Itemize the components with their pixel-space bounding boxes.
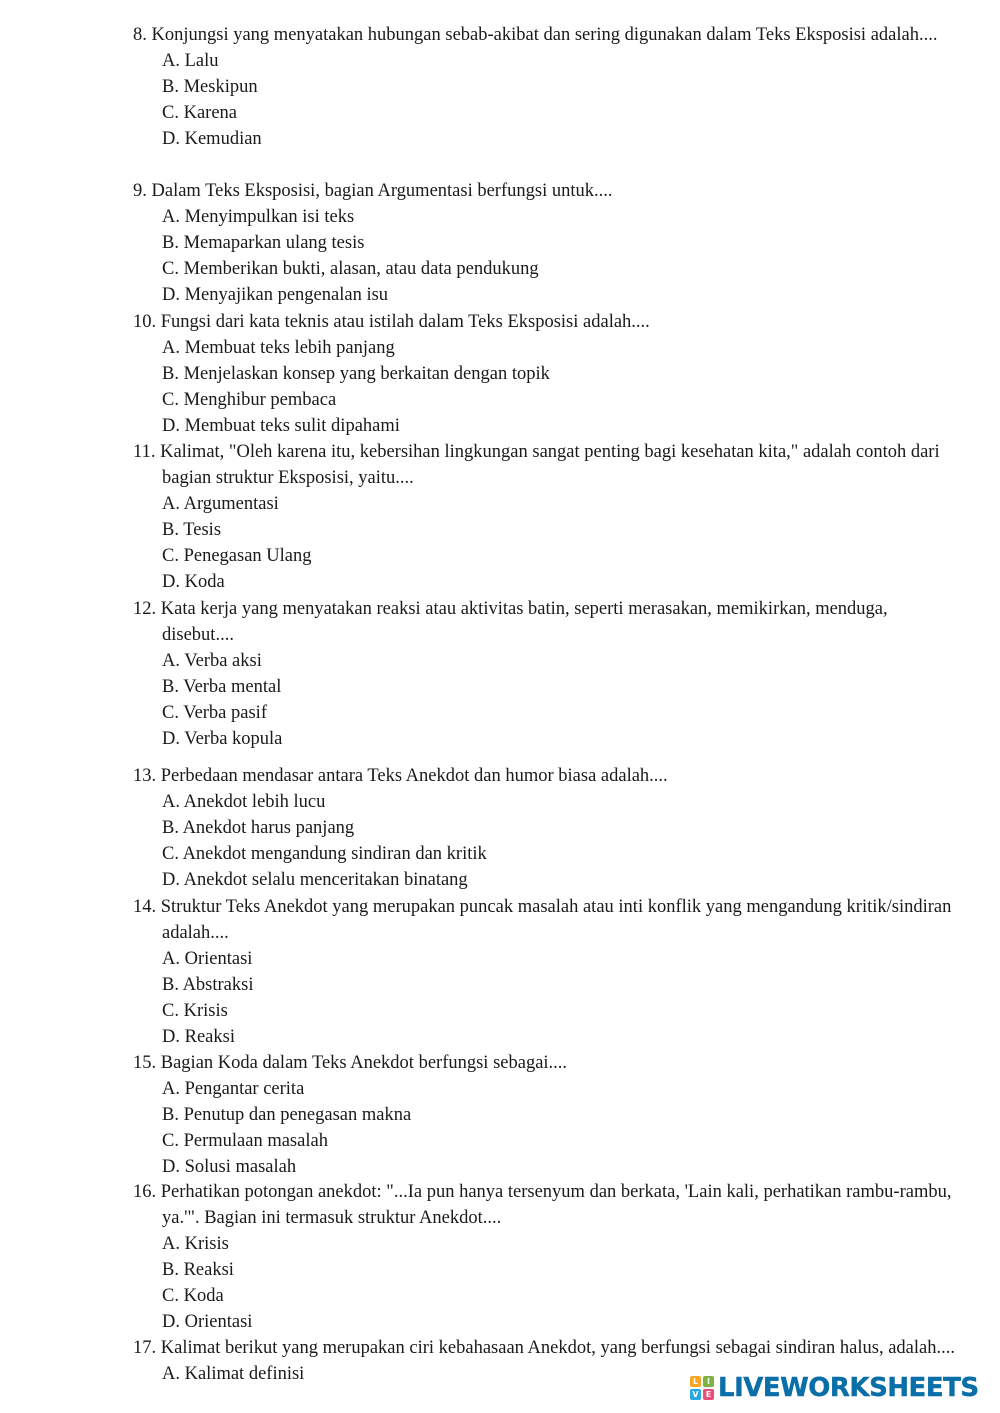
option-d[interactable]: D. Reaksi: [162, 1027, 235, 1048]
question-number: 16.: [133, 1182, 157, 1202]
question-number: 8.: [133, 25, 147, 45]
option-d[interactable]: D. Solusi masalah: [162, 1157, 297, 1178]
question-stem: [133, 309, 963, 335]
question-stem: [133, 894, 963, 946]
question-stem: [133, 178, 963, 204]
option-b[interactable]: B. Menjelaskan konsep yang berkaitan dengan topik: [162, 364, 550, 385]
option-b[interactable]: B. Verba mental: [162, 677, 282, 698]
question-stem: [133, 1335, 963, 1361]
question-text: Kata kerja yang menyatakan reaksi atau aktivitas batin, seperti merasakan, memikirkan, menduga, disebut....: [160, 599, 888, 646]
option-c[interactable]: C. Koda: [162, 1286, 224, 1307]
question-number: 17.: [133, 1338, 157, 1358]
question-9: [133, 178, 963, 308]
question-text: Struktur Teks Anekdot yang merupakan puncak masalah atau inti konflik yang mengandung kritik/sindiran adalah....: [160, 897, 952, 944]
question-number: 13.: [133, 766, 157, 786]
option-d[interactable]: D. Kemudian: [162, 129, 262, 150]
liveworksheets-mark-icon: [690, 1376, 714, 1400]
option-c[interactable]: C. Verba pasif: [162, 703, 267, 724]
option-b[interactable]: B. Memaparkan ulang tesis: [162, 233, 365, 254]
option-a[interactable]: A. Lalu: [162, 51, 219, 72]
question-stem: [133, 22, 963, 48]
question-number: 12.: [133, 599, 157, 619]
question-number: 9.: [133, 181, 147, 201]
option-d[interactable]: D. Verba kopula: [162, 729, 283, 750]
option-a[interactable]: A. Kalimat definisi: [162, 1364, 305, 1385]
option-d[interactable]: D. Orientasi: [162, 1312, 253, 1333]
option-c[interactable]: C. Penegasan Ulang: [162, 546, 312, 567]
question-stem: [133, 1050, 963, 1076]
question-text: Kalimat, "Oleh karena itu, kebersihan lingkungan sangat penting bagi kesehatan kita," adalah contoh dari bagian struktur Eksposisi, yaitu....: [160, 442, 940, 489]
mark-tile: L: [690, 1376, 701, 1387]
question-11: [133, 439, 963, 596]
question-13: [133, 763, 963, 893]
option-a[interactable]: A. Pengantar cerita: [162, 1079, 305, 1100]
question-16: [133, 1179, 963, 1336]
mark-tile: E: [703, 1389, 714, 1400]
option-b[interactable]: B. Abstraksi: [162, 975, 254, 996]
question-stem: [133, 763, 963, 789]
question-text: Konjungsi yang menyatakan hubungan sebab-akibat dan sering digunakan dalam Teks Eksposisi adalah....: [151, 25, 938, 45]
option-c[interactable]: C. Anekdot mengandung sindiran dan kritik: [162, 844, 487, 865]
question-text: Perhatikan potongan anekdot: "...Ia pun hanya tersenyum dan berkata, 'Lain kali, perhatikan rambu-rambu, ya.'". Bagian ini termasuk struktur Anekdot....: [160, 1182, 952, 1229]
option-d[interactable]: D. Menyajikan pengenalan isu: [162, 285, 389, 306]
question-text: Perbedaan mendasar antara Teks Anekdot dan humor biasa adalah....: [160, 766, 668, 786]
question-number: 10.: [133, 312, 157, 332]
option-d[interactable]: D. Koda: [162, 572, 225, 593]
question-number: 11.: [133, 442, 156, 462]
option-c[interactable]: C. Permulaan masalah: [162, 1131, 328, 1152]
option-c[interactable]: C. Menghibur pembaca: [162, 390, 337, 411]
question-stem: [133, 1179, 963, 1231]
question-10: [133, 309, 963, 439]
question-14: [133, 894, 963, 1051]
question-number: 14.: [133, 897, 157, 917]
question-text: Bagian Koda dalam Teks Anekdot berfungsi sebagai....: [160, 1053, 568, 1073]
mark-tile: I: [703, 1376, 714, 1387]
question-text: Dalam Teks Eksposisi, bagian Argumentasi berfungsi untuk....: [151, 181, 613, 201]
option-a[interactable]: A. Membuat teks lebih panjang: [162, 338, 395, 359]
option-c[interactable]: C. Karena: [162, 103, 237, 124]
option-c[interactable]: C. Krisis: [162, 1001, 228, 1022]
option-a[interactable]: A. Anekdot lebih lucu: [162, 792, 326, 813]
question-number: 15.: [133, 1053, 157, 1073]
option-b[interactable]: B. Reaksi: [162, 1260, 234, 1281]
question-text: Fungsi dari kata teknis atau istilah dalam Teks Eksposisi adalah....: [160, 312, 650, 332]
option-a[interactable]: A. Orientasi: [162, 949, 253, 970]
option-a[interactable]: A. Argumentasi: [162, 494, 279, 515]
option-b[interactable]: B. Penutup dan penegasan makna: [162, 1105, 412, 1126]
option-a[interactable]: A. Menyimpulkan isi teks: [162, 207, 355, 228]
mark-tile: V: [690, 1389, 701, 1400]
option-a[interactable]: A. Krisis: [162, 1234, 229, 1255]
question-stem: [133, 596, 963, 648]
question-text: Kalimat berikut yang merupakan ciri kebahasaan Anekdot, yang berfungsi sebagai sindiran halus, adalah....: [160, 1338, 955, 1358]
option-b[interactable]: B. Anekdot harus panjang: [162, 818, 355, 839]
question-15: [133, 1050, 963, 1180]
question-8: [133, 22, 963, 152]
option-c[interactable]: C. Memberikan bukti, alasan, atau data pendukung: [162, 259, 539, 280]
question-stem: [133, 439, 963, 491]
option-d[interactable]: D. Anekdot selalu menceritakan binatang: [162, 870, 468, 891]
option-b[interactable]: B. Meskipun: [162, 77, 258, 98]
question-12: [133, 596, 963, 753]
liveworksheets-wordmark: LIVEWORKSHEETS: [718, 1373, 979, 1403]
liveworksheets-logo: [690, 1372, 979, 1404]
option-d[interactable]: D. Membuat teks sulit dipahami: [162, 416, 400, 437]
option-a[interactable]: A. Verba aksi: [162, 651, 262, 672]
option-b[interactable]: B. Tesis: [162, 520, 222, 541]
